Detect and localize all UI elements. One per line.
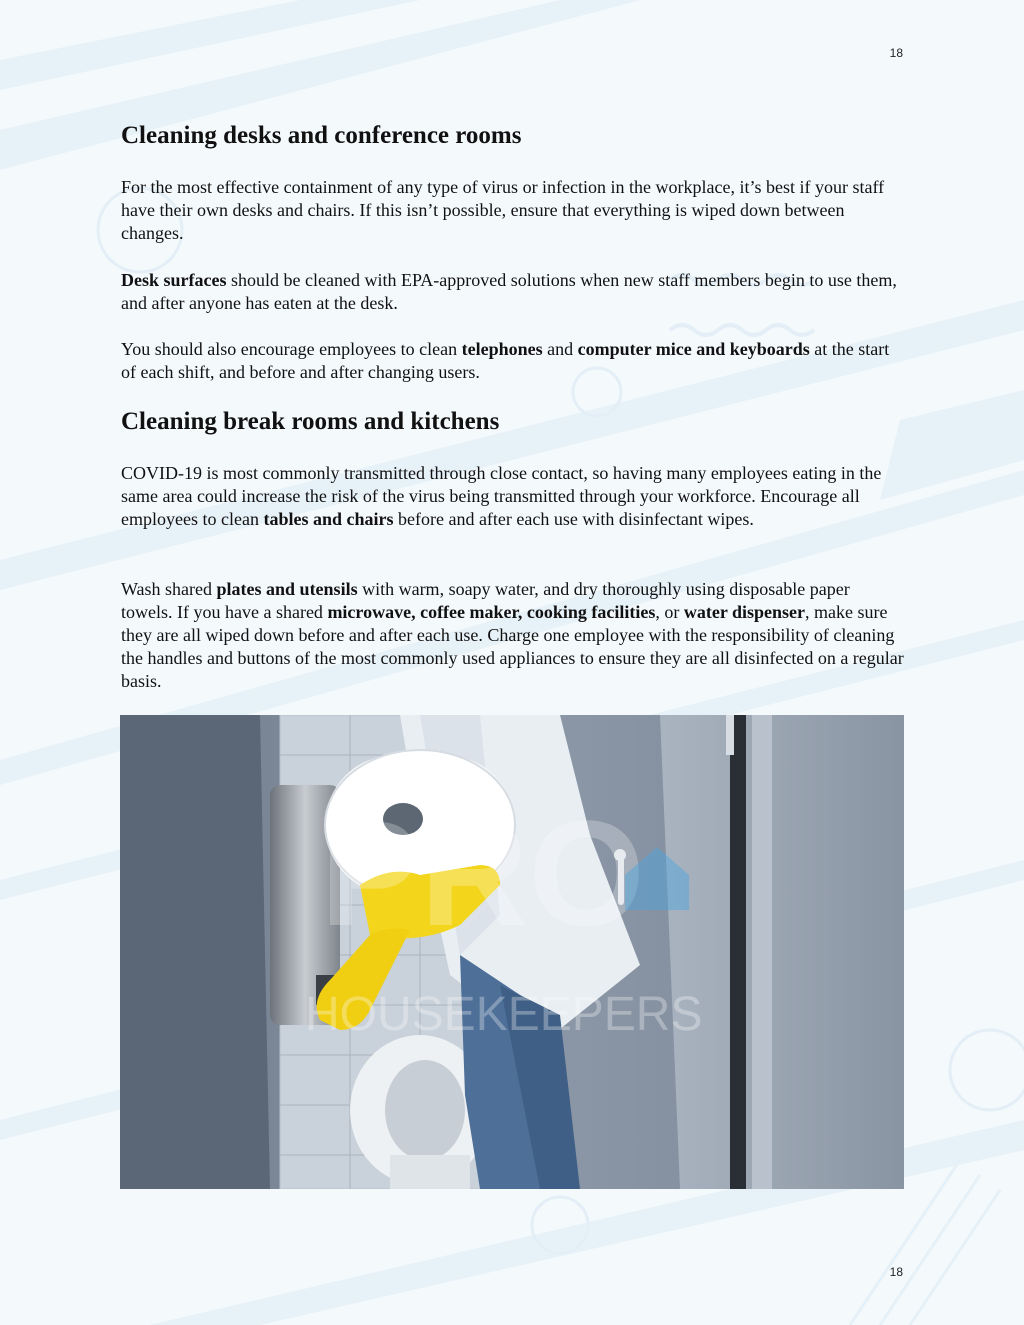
photo-restroom-cleaning [120,715,904,1189]
text-span: You should also encourage employees to clean [121,339,462,359]
bold-desk-surfaces: Desk surfaces [121,270,227,290]
page-number-bottom: 18 [889,1265,903,1279]
text-span: at the start of each shift, and before and after changing users. [121,339,890,382]
paragraph-plates-utensils [121,578,904,693]
page-number-top: 18 [889,46,903,60]
heading-break-rooms: Cleaning break rooms and kitchens [121,408,500,435]
paragraph-covid-transmission [121,462,904,531]
text-span: , make sure they are all wiped down before and after each use. Charge one employee with the responsibility of cleaning the handles and buttons of the most commonly used appliances to ensure they are all disinfected on a regular basis. [121,602,904,691]
paragraph-desk-surfaces [121,269,904,315]
text-desk-surfaces: should be cleaned with EPA-approved solutions when new staff members begin to use them, and after anyone has eaten at the desk. [121,270,897,313]
text-span: Wash shared [121,579,217,599]
restroom-illustration [120,715,904,1189]
paragraph-containment: For the most effective containment of any type of virus or infection in the workplace, it’s best if your staff have their own desks and chairs. If this isn’t possible, ensure that everything is wiped down between changes. [121,177,885,243]
text-span: before and after each use with disinfectant wipes. [393,509,754,529]
heading-desks-conference: Cleaning desks and conference rooms [121,122,522,149]
bold-plates-utensils: plates and utensils [216,579,358,599]
bold-telephones: telephones [461,339,543,359]
text-span: , or [655,602,684,622]
text-span: and [542,339,578,359]
watermark-logo: PRO [320,789,646,957]
watermark-text: HOUSEKEEPERS [305,988,703,1041]
bold-mice-keyboards: computer mice and keyboards [577,339,810,359]
bold-tables-chairs: tables and chairs [263,509,394,529]
paragraph-telephones [121,338,904,384]
bold-water-dispenser: water dispenser [683,602,806,622]
text-span: COVID-19 is most commonly transmitted through close contact, so having many employees eating in the same area could increase the risk of the virus being transmitted through your workforce. Encourage all employees to clean [121,463,882,529]
text-span: with warm, soapy water, and dry thoroughly using disposable paper towels. If you have a shared [121,579,850,622]
bold-appliances: microwave, coffee maker, cooking facilities [327,602,656,622]
